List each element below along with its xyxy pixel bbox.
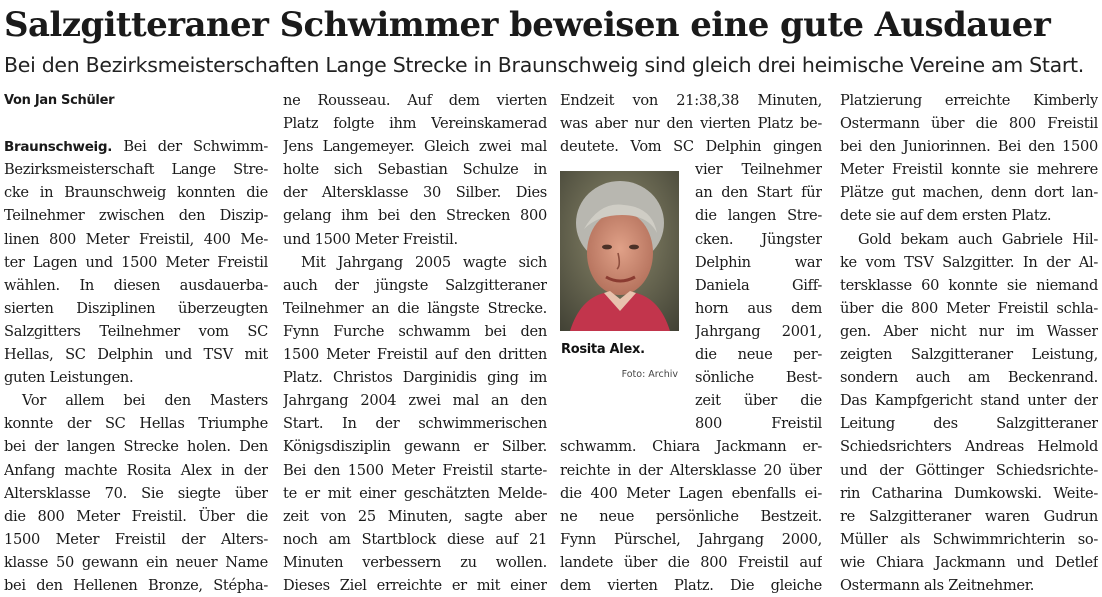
paragraph-line: linen 800 Meter Freistil, 400 Me-: [4, 230, 268, 248]
paragraph-line: an den Start für: [695, 184, 822, 202]
paragraph-line: bei den Hellenen Bronze, Stépha-: [4, 576, 268, 594]
paragraph-line: Müller als Schwimmrichterin so-: [840, 530, 1098, 548]
paragraph-line: die neue per-: [695, 346, 822, 364]
paragraph-line: Minuten verbessern zu wollen.: [283, 553, 547, 571]
paragraph-line: Platz folgte ihm Vereinskamerad: [283, 115, 547, 133]
paragraph-line: Ostermann als Zeitnehmer.: [840, 576, 1035, 594]
paragraph-line: rin Catharina Dumkowski. Weite-: [840, 484, 1098, 502]
paragraph-line: auch der jüngste Salzgitteraner: [283, 276, 547, 294]
paragraph-line: Teilnehmer an die längste Strecke.: [283, 299, 547, 317]
paragraph-line: klasse 50 gewann ein neuer Name: [4, 553, 268, 571]
paragraph-line: sondern auch am Beckenrand.: [840, 369, 1098, 387]
paragraph-line: was aber nur den vierten Platz be-: [560, 115, 822, 133]
paragraph-line: vier Teilnehmer: [695, 161, 822, 179]
paragraph-line: Fynn Furche schwamm bei den: [283, 322, 547, 340]
paragraph-line: der Altersklasse 30 Silber. Dies: [283, 184, 547, 202]
paragraph-line: cken. Jüngster: [695, 230, 822, 248]
paragraph-line: 1500 Meter Freistil der Alters-: [4, 530, 268, 548]
paragraph-line: Bezirksmeisterschaft Lange Stre-: [4, 161, 268, 179]
paragraph-line: über die 800 Meter Freistil schla-: [840, 299, 1098, 317]
portrait-image: [560, 171, 679, 331]
paragraph-line: Hellas, SC Delphin und TSV mit: [4, 346, 268, 364]
paragraph-line: Dieses Ziel erreichte er mit einer: [283, 576, 547, 594]
spacer: [4, 112, 268, 135]
paragraph-line: Salzgitters Teilnehmer vom SC: [4, 322, 268, 340]
paragraph-line: dete sie auf dem ersten Platz.: [840, 207, 1052, 225]
paragraph-line: die 400 Meter Lagen ebenfalls ei-: [560, 484, 822, 502]
paragraph-line: Bei den 1500 Meter Freistil starte-: [283, 461, 547, 479]
paragraph-line: bei der langen Strecke holen. Den: [4, 438, 268, 456]
paragraph-line: die 800 Meter Freistil. Über die: [4, 507, 268, 525]
paragraph-line: Plätze gut machen, denn dort lan-: [840, 184, 1098, 202]
paragraph-line: ke vom TSV Salzgitter. In der Al-: [840, 253, 1098, 271]
photo-credit: Foto: Archiv: [621, 369, 678, 380]
paragraph-line: landete über die 800 Freistil auf: [560, 553, 822, 571]
paragraph-line: Jens Langemeyer. Gleich zwei mal: [283, 138, 547, 156]
paragraph-line: Endzeit von 21:38,38 Minuten,: [560, 92, 822, 109]
paragraph-line: schwamm. Chiara Jackmann er-: [560, 438, 822, 456]
paragraph-line: tersklasse 60 konnte sie niemand: [840, 276, 1098, 294]
photo-caption: Rosita Alex.: [561, 342, 645, 357]
paragraph-line: Vor allem bei den Masters: [22, 392, 268, 410]
byline: Von Jan Schüler: [4, 93, 115, 108]
article-column-1: [4, 89, 268, 597]
paragraph-line: Königsdisziplin gewann er Silber.: [283, 438, 547, 456]
paragraph-line: und 1500 Meter Freistil.: [283, 230, 458, 248]
paragraph-line: deutete. Vom SC Delphin gingen: [560, 138, 822, 156]
paragraph-line: Daniela Giff-: [695, 276, 822, 294]
paragraph-line: Platzierung erreichte Kimberly: [840, 92, 1098, 109]
paragraph-line: wählen. In diesen ausdauerba-: [4, 276, 268, 294]
paragraph-line: cke in Braunschweig konnten die: [4, 184, 268, 202]
paragraph-line: Das Kampfgericht stand unter der: [840, 392, 1098, 410]
paragraph-line: Fynn Pürschel, Jahrgang 2000,: [560, 530, 822, 548]
dateline: Braunschweig.: [4, 139, 113, 156]
paragraph-line: holte sich Sebastian Schulze in: [283, 161, 547, 179]
paragraph-line: Schiedsrichters Andreas Helmold: [840, 438, 1098, 456]
paragraph-line: ter Lagen und 1500 Meter Freistil: [4, 253, 268, 271]
portrait-photo: [560, 171, 679, 331]
paragraph-line: sierten Disziplinen überzeugten: [4, 299, 268, 317]
article-column-2: [283, 89, 547, 597]
paragraph-line: 1500 Meter Freistil auf den dritten: [283, 346, 547, 364]
paragraph-line: die langen Stre-: [695, 207, 822, 225]
paragraph-line: re Salzgitteraner waren Gudrun: [840, 507, 1098, 525]
headline: Salzgitteraner Schwimmer beweisen eine gute Ausdauer: [4, 5, 1051, 45]
article-column-4: [840, 89, 1098, 597]
paragraph-line: Braunschweig. Bei der Schwimm-: [4, 138, 268, 156]
paragraph-line: reichte in der Altersklasse 20 über: [560, 461, 822, 479]
paragraph-line: Gold bekam auch Gabriele Hil-: [858, 230, 1098, 248]
paragraph-line: konnte der SC Hellas Triumphe: [4, 415, 268, 433]
paragraph-line: gelang ihm bei den Strecken 800: [283, 207, 547, 225]
paragraph-line: Jahrgang 2004 zwei mal an den: [283, 392, 547, 410]
paragraph-line: Delphin war: [695, 253, 822, 271]
paragraph-line: Altersklasse 70. Sie siegte über: [4, 484, 268, 502]
paragraph-line: zeit über die: [695, 392, 822, 410]
paragraph-line: Anfang machte Rosita Alex in der: [4, 461, 268, 479]
paragraph-line: zeit von 25 Minuten, sagte aber: [283, 507, 547, 525]
paragraph-line: horn aus dem: [695, 299, 822, 317]
paragraph-line: bei den Juniorinnen. Bei den 1500: [840, 138, 1098, 156]
paragraph-line: gen. Aber nicht nur im Wasser: [840, 322, 1098, 340]
paragraph-line: zeigten Salzgitteraner Leistung,: [840, 346, 1098, 364]
paragraph-line: dem vierten Platz. Die gleiche: [560, 576, 822, 594]
paragraph-line: 800 Freistil: [695, 415, 822, 433]
paragraph-line: und der Göttinger Schiedsrichte-: [840, 461, 1098, 479]
paragraph-line: Meter Freistil konnte sie mehrere: [840, 161, 1098, 179]
paragraph-line: wie Chiara Jackmann und Detlef: [840, 553, 1098, 571]
paragraph-line: ne Rousseau. Auf dem vierten: [283, 92, 547, 109]
paragraph-line: Mit Jahrgang 2005 wagte sich: [301, 253, 547, 271]
paragraph-line: Jahrgang 2001,: [695, 322, 822, 340]
paragraph-line: Platz. Christos Darginidis ging im: [283, 369, 547, 387]
subheadline: Bei den Bezirksmeisterschaften Lange Strecke in Braunschweig sind gleich drei heimische Vereine am Start.: [4, 53, 1084, 77]
paragraph-line: Ostermann über die 800 Freistil: [840, 115, 1098, 133]
paragraph-line: sönliche Best-: [695, 369, 822, 387]
paragraph-line: noch am Startblock diese auf 21: [283, 530, 547, 548]
paragraph-line: guten Leistungen.: [4, 369, 134, 387]
paragraph-line: Start. In der schwimmerischen: [283, 415, 547, 433]
paragraph-line: Teilnehmer zwischen den Diszip-: [4, 207, 268, 225]
paragraph-line: Leitung des Salzgitteraner: [840, 415, 1098, 433]
paragraph-line: te er mit einer geschätzten Melde-: [283, 484, 547, 502]
paragraph-line: ne neue persönliche Bestzeit.: [560, 507, 822, 525]
